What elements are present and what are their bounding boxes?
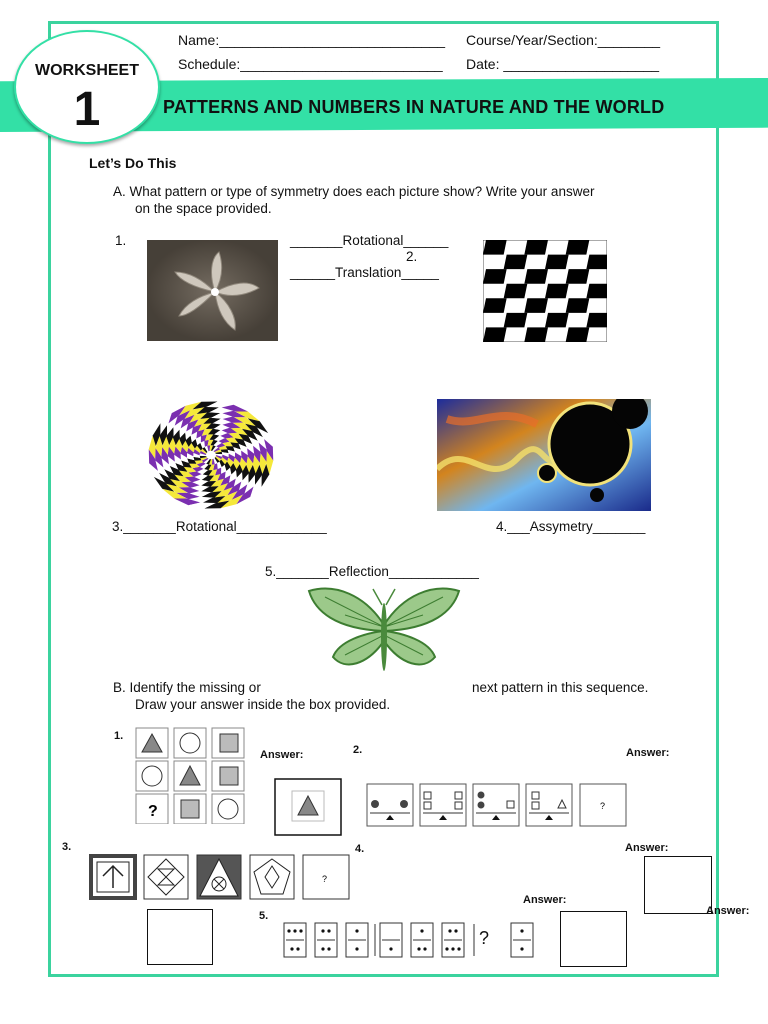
section-heading: Let’s Do This	[89, 155, 177, 171]
flower-photo	[147, 240, 278, 341]
partA-instruction-cont: on the space provided.	[135, 201, 272, 216]
schedule-field-label: Schedule:__________________________	[178, 56, 443, 72]
b1-shape-grid	[134, 726, 246, 824]
b5-answer-box[interactable]	[560, 911, 627, 967]
svg-text:?: ?	[148, 803, 158, 820]
item1-answer: _______Rotational______	[290, 233, 449, 248]
name-field-label: Name:_____________________________	[178, 32, 446, 48]
b2-question-mark: ?	[600, 801, 606, 811]
b4-answer-box[interactable]	[644, 856, 712, 914]
item4-answer: 4.___Assymetry_______	[496, 519, 646, 534]
b4-answer-label-overflow: Answer:	[706, 905, 750, 917]
date-field-label: Date: ____________________	[466, 56, 660, 72]
partA-instruction: A. What pattern or type of symmetry does each picture show? Write your answer	[113, 184, 595, 199]
b2-answer-label: Answer:	[626, 747, 670, 759]
svg-text:?: ?	[322, 874, 328, 884]
course-field-label: Course/Year/Section:________	[466, 32, 661, 48]
badge-number: 1	[73, 83, 101, 136]
b1-number: 1.	[114, 730, 124, 742]
b1-answer-label: Answer:	[260, 749, 304, 761]
spiral-illusion-image	[146, 399, 276, 511]
item5-answer: 5._______Reflection____________	[265, 564, 479, 579]
checkerboard-image	[483, 240, 607, 342]
b3-number: 3.	[62, 841, 72, 853]
badge-word: WORKSHEET	[35, 62, 139, 79]
partB-instruction-b: next pattern in this sequence.	[472, 680, 649, 695]
butterfly-image	[305, 585, 463, 673]
b5-answer-label: Answer:	[523, 894, 567, 906]
item2-answer: ______Translation_____	[290, 265, 439, 280]
partB-instruction-a: B. Identify the missing or	[113, 680, 261, 695]
b2-number: 2.	[353, 744, 363, 756]
b4-answer-label: Answer:	[625, 842, 669, 854]
item3-answer: 3._______Rotational____________	[112, 519, 327, 534]
worksheet-title: PATTERNS AND NUMBERS IN NATURE AND THE WORLD	[163, 97, 665, 117]
b5-domino-sequence	[283, 922, 535, 958]
b4-number: 4.	[355, 843, 365, 855]
b2-sequence	[366, 783, 628, 827]
item2-number: 2.	[406, 249, 418, 264]
partB-instruction-cont: Draw your answer inside the box provided.	[135, 697, 391, 712]
b5-number: 5.	[259, 910, 269, 922]
fractal-image	[437, 399, 651, 511]
b1-answer-box[interactable]	[274, 778, 342, 836]
b3-sequence	[89, 854, 351, 900]
b3-answer-box[interactable]	[147, 909, 213, 965]
item1-number: 1.	[115, 233, 127, 248]
b5-question-mark: ?	[479, 928, 490, 948]
